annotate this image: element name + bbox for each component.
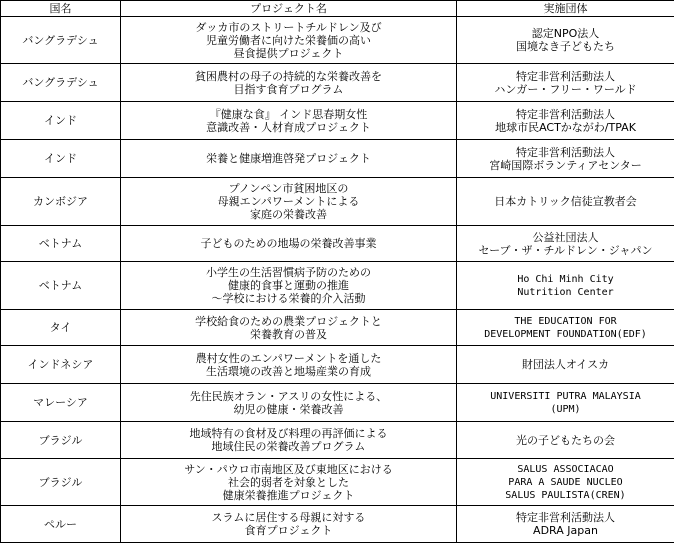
project-cell: [121, 17, 457, 64]
header-org: 実施団体: [457, 1, 674, 17]
project-line: 栄養教育の普及: [123, 328, 454, 341]
country-cell: カンボジア: [1, 178, 121, 226]
project-line: 小学生の生活習慣病予防のための: [123, 266, 454, 279]
country-cell: ペルー: [1, 506, 121, 543]
country-cell: マレーシア: [1, 384, 121, 422]
org-cell: [457, 140, 674, 178]
org-line: 宮崎国際ボランティアセンター: [459, 159, 672, 172]
table-row: [1, 310, 674, 346]
org-line: THE EDUCATION FOR: [459, 315, 672, 328]
table-body: [1, 17, 674, 543]
project-line: 幼児の健康・栄養改善: [123, 403, 454, 416]
country-cell: インドネシア: [1, 346, 121, 384]
table-row: [1, 422, 674, 459]
project-line: 子どものための地場の栄養改善事業: [123, 237, 454, 250]
header-project: プロジェクト名: [121, 1, 457, 17]
project-line: 生活環境の改善と地場産業の育成: [123, 365, 454, 378]
org-cell: [457, 310, 674, 346]
project-line: 意識改善・人材育成プロジェクト: [123, 121, 454, 134]
project-cell: [121, 310, 457, 346]
org-line: UNIVERSITI PUTRA MALAYSIA: [459, 390, 672, 403]
project-line: 学校給食のための農業プロジェクトと: [123, 315, 454, 328]
org-line: 特定非営利活動法人: [459, 108, 672, 121]
project-cell: [121, 384, 457, 422]
project-line: ～学校における栄養的介入活動: [123, 292, 454, 305]
org-cell: [457, 102, 674, 140]
org-line: セーブ・ザ・チルドレン・ジャパン: [459, 244, 672, 257]
org-line: 特定非営利活動法人: [459, 511, 672, 524]
project-line: 先住民族オラン・アスリの女性による、: [123, 390, 454, 403]
org-cell: [457, 17, 674, 64]
table-row: [1, 262, 674, 310]
table-row: [1, 178, 674, 226]
org-line: Nutrition Center: [459, 286, 672, 299]
org-line: DEVELOPMENT FOUNDATION(EDF): [459, 328, 672, 341]
org-cell: [457, 384, 674, 422]
org-line: ADRA Japan: [459, 524, 672, 537]
project-line: 家庭の栄養改善: [123, 208, 454, 221]
org-cell: [457, 459, 674, 506]
table-row: [1, 102, 674, 140]
org-line: PARA A SAUDE NUCLEO: [459, 476, 672, 489]
org-cell: [457, 64, 674, 102]
org-line: 認定NPO法人: [459, 27, 672, 40]
org-cell: [457, 262, 674, 310]
org-line: SALUS PAULISTA(CREN): [459, 489, 672, 502]
org-line: 日本カトリック信徒宣教者会: [459, 195, 672, 208]
project-cell: [121, 178, 457, 226]
project-line: 健康的食事と運動の推進: [123, 279, 454, 292]
project-cell: [121, 422, 457, 459]
project-line: 母親エンパワーメントによる: [123, 195, 454, 208]
table-row: [1, 384, 674, 422]
project-line: 食育プロジェクト: [123, 524, 454, 537]
project-cell: [121, 226, 457, 262]
table-row: [1, 346, 674, 384]
table-row: [1, 17, 674, 64]
project-cell: [121, 102, 457, 140]
country-cell: インド: [1, 140, 121, 178]
org-line: 特定非営利活動法人: [459, 146, 672, 159]
org-line: (UPM): [459, 403, 672, 416]
project-line: プノンペン市貧困地区の: [123, 182, 454, 195]
org-line: 公益社団法人: [459, 231, 672, 244]
header-country: 国名: [1, 1, 121, 17]
project-line: 地域住民の栄養改善プログラム: [123, 440, 454, 453]
org-line: Ho Chi Minh City: [459, 273, 672, 286]
org-cell: [457, 178, 674, 226]
table-row: [1, 459, 674, 506]
project-cell: [121, 64, 457, 102]
project-cell: [121, 346, 457, 384]
org-cell: [457, 422, 674, 459]
org-line: SALUS ASSOCIACAO: [459, 463, 672, 476]
header-row: [1, 1, 674, 17]
project-line: 社会的弱者を対象とした: [123, 476, 454, 489]
project-cell: [121, 459, 457, 506]
project-line: 目指す食育プログラム: [123, 83, 454, 96]
table-row: [1, 140, 674, 178]
country-cell: ブラジル: [1, 422, 121, 459]
project-line: 栄養と健康増進啓発プロジェクト: [123, 152, 454, 165]
project-line: 農村女性のエンパワーメントを通した: [123, 352, 454, 365]
project-line: 貧困農村の母子の持続的な栄養改善を: [123, 70, 454, 83]
org-line: 地球市民ACTかながわ/TPAK: [459, 121, 672, 134]
org-cell: [457, 226, 674, 262]
country-cell: バングラデシュ: [1, 64, 121, 102]
country-cell: バングラデシュ: [1, 17, 121, 64]
project-cell: [121, 262, 457, 310]
project-line: 地域特有の食材及び料理の再評価による: [123, 427, 454, 440]
org-line: ハンガー・フリー・ワールド: [459, 83, 672, 96]
org-line: 特定非営利活動法人: [459, 70, 672, 83]
org-line: 国境なき子どもたち: [459, 40, 672, 53]
country-cell: インド: [1, 102, 121, 140]
country-cell: ベトナム: [1, 226, 121, 262]
country-cell: ベトナム: [1, 262, 121, 310]
project-line: 『健康な食』 インド思春期女性: [123, 108, 454, 121]
country-cell: ブラジル: [1, 459, 121, 506]
country-cell: タイ: [1, 310, 121, 346]
project-line: ダッカ市のストリートチルドレン及び: [123, 21, 454, 34]
project-line: スラムに居住する母親に対する: [123, 511, 454, 524]
project-cell: [121, 140, 457, 178]
project-line: 児童労働者に向けた栄養価の高い: [123, 34, 454, 47]
org-line: 光の子どもたちの会: [459, 434, 672, 447]
project-line: サン・パウロ市南地区及び東地区における: [123, 463, 454, 476]
project-line: 健康栄養推進プロジェクト: [123, 489, 454, 502]
project-line: 昼食提供プロジェクト: [123, 47, 454, 60]
table-row: [1, 64, 674, 102]
org-line: 財団法人オイスカ: [459, 358, 672, 371]
org-cell: [457, 346, 674, 384]
table-row: [1, 226, 674, 262]
